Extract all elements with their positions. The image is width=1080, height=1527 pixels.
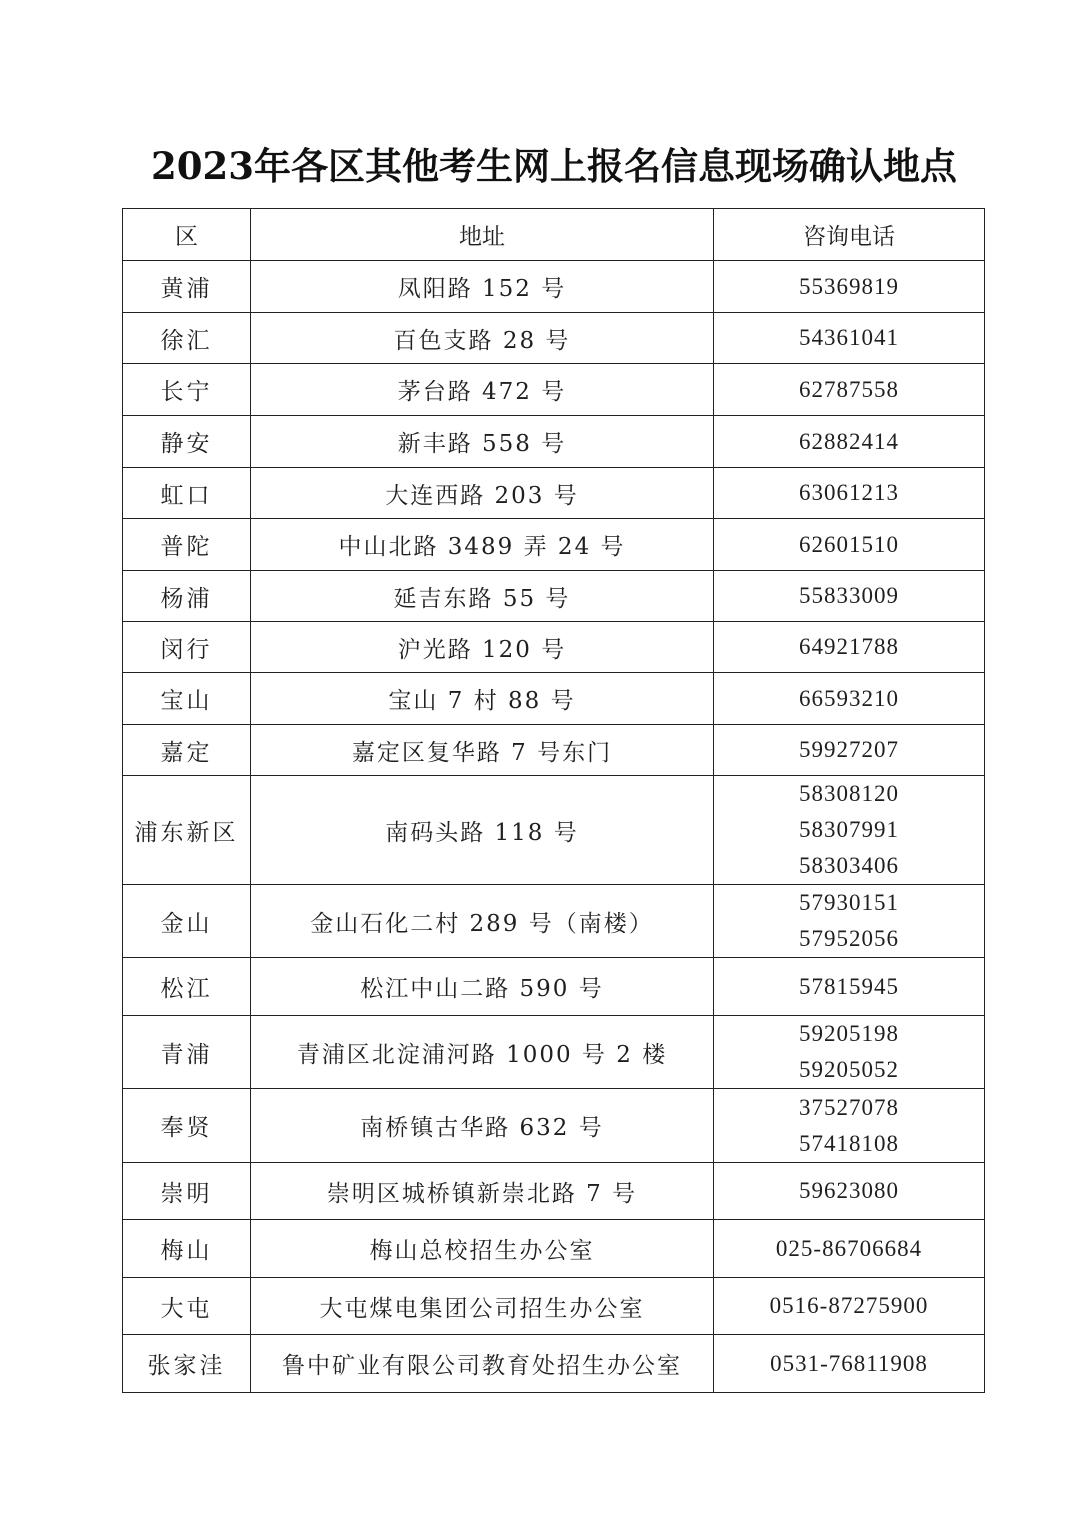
address-cell: 青浦区北淀浦河路 1000 号 2 楼 xyxy=(251,1016,714,1089)
phone-number: 57930151 xyxy=(799,890,899,915)
district-cell: 黄浦 xyxy=(123,261,251,313)
phone-number: 0531-76811908 xyxy=(770,1350,928,1376)
district-cell: 普陀 xyxy=(123,519,251,571)
table-row xyxy=(123,1089,985,1163)
phone-number: 57418108 xyxy=(799,1130,899,1156)
district-cell: 静安 xyxy=(123,416,251,468)
phone-cell xyxy=(714,1220,985,1278)
table-row xyxy=(123,673,985,725)
district-cell: 浦东新区 xyxy=(123,776,251,885)
phone-number: 58308120 xyxy=(799,781,899,806)
phone-cell xyxy=(714,885,985,958)
address-cell: 新丰路 558 号 xyxy=(251,416,714,468)
phone-cell xyxy=(714,364,985,416)
phone-cell xyxy=(714,313,985,364)
address-cell: 凤阳路 152 号 xyxy=(251,261,714,313)
phone-number: 58307991 xyxy=(799,817,899,842)
district-cell: 大屯 xyxy=(123,1278,251,1335)
district-cell: 虹口 xyxy=(123,468,251,519)
phone-cell xyxy=(714,468,985,519)
phone-cell xyxy=(714,519,985,571)
phone-number: 59623080 xyxy=(799,1178,899,1203)
district-cell: 梅山 xyxy=(123,1220,251,1278)
table-row xyxy=(123,1335,985,1393)
phone-number: 66593210 xyxy=(799,685,899,711)
phone-number: 64921788 xyxy=(799,634,899,659)
district-cell: 金山 xyxy=(123,885,251,958)
phone-cell xyxy=(714,1089,985,1163)
table-row xyxy=(123,261,985,313)
district-cell: 徐汇 xyxy=(123,313,251,364)
table-row xyxy=(123,1016,985,1089)
phone-number: 62787558 xyxy=(799,376,899,402)
table-row xyxy=(123,725,985,776)
phone-number: 63061213 xyxy=(799,480,899,505)
phone-number: 57815945 xyxy=(799,973,899,999)
address-cell: 大连西路 203 号 xyxy=(251,468,714,519)
district-cell: 嘉定 xyxy=(123,725,251,776)
district-cell: 杨浦 xyxy=(123,571,251,622)
address-cell: 百色支路 28 号 xyxy=(251,313,714,364)
table-row xyxy=(123,364,985,416)
address-cell: 松江中山二路 590 号 xyxy=(251,958,714,1016)
district-cell: 松江 xyxy=(123,958,251,1016)
phone-cell xyxy=(714,958,985,1016)
address-cell: 大屯煤电集团公司招生办公室 xyxy=(251,1278,714,1335)
phone-cell xyxy=(714,416,985,468)
district-cell: 奉贤 xyxy=(123,1089,251,1163)
address-cell: 延吉东路 55 号 xyxy=(251,571,714,622)
header-phone: 咨询电话 xyxy=(714,209,985,261)
address-cell: 南桥镇古华路 632 号 xyxy=(251,1089,714,1163)
address-cell: 嘉定区复华路 7 号东门 xyxy=(251,725,714,776)
address-cell: 崇明区城桥镇新崇北路 7 号 xyxy=(251,1163,714,1220)
confirmation-sites-table xyxy=(122,208,985,1393)
phone-number: 55833009 xyxy=(799,583,899,608)
phone-cell xyxy=(714,571,985,622)
address-cell: 中山北路 3489 弄 24 号 xyxy=(251,519,714,571)
phone-cell xyxy=(714,1016,985,1089)
phone-number: 58303406 xyxy=(799,853,899,878)
phone-number: 62601510 xyxy=(799,531,899,557)
address-cell: 金山石化二村 289 号（南楼） xyxy=(251,885,714,958)
table-header-row xyxy=(123,209,985,261)
district-cell: 长宁 xyxy=(123,364,251,416)
phone-number: 57952056 xyxy=(799,926,899,951)
table-row xyxy=(123,313,985,364)
table-row xyxy=(123,416,985,468)
address-cell: 宝山 7 村 88 号 xyxy=(251,673,714,725)
table-row xyxy=(123,622,985,673)
phone-number: 55369819 xyxy=(799,273,899,299)
phone-number: 59205052 xyxy=(799,1057,899,1082)
phone-cell xyxy=(714,673,985,725)
address-cell: 茅台路 472 号 xyxy=(251,364,714,416)
header-district: 区 xyxy=(123,209,251,261)
district-cell: 闵行 xyxy=(123,622,251,673)
phone-cell xyxy=(714,261,985,313)
table-row xyxy=(123,1163,985,1220)
phone-cell xyxy=(714,1335,985,1393)
phone-number: 37527078 xyxy=(799,1094,899,1120)
table-row xyxy=(123,776,985,885)
table-row xyxy=(123,958,985,1016)
phone-cell xyxy=(714,776,985,885)
table-row xyxy=(123,1278,985,1335)
address-cell: 沪光路 120 号 xyxy=(251,622,714,673)
district-cell: 青浦 xyxy=(123,1016,251,1089)
table-row xyxy=(123,519,985,571)
phone-cell xyxy=(714,1278,985,1335)
table-row xyxy=(123,468,985,519)
phone-number: 62882414 xyxy=(799,428,899,454)
phone-number: 025-86706684 xyxy=(775,1235,923,1261)
phone-cell xyxy=(714,725,985,776)
district-cell: 张家洼 xyxy=(123,1335,251,1393)
phone-cell xyxy=(714,1163,985,1220)
table-row xyxy=(123,885,985,958)
phone-cell xyxy=(714,622,985,673)
address-cell: 梅山总校招生办公室 xyxy=(251,1220,714,1278)
page-title: 2023年各区其他考生网上报名信息现场确认地点 xyxy=(151,144,957,188)
header-address: 地址 xyxy=(251,209,714,261)
phone-number: 54361041 xyxy=(799,325,899,350)
table-row xyxy=(123,1220,985,1278)
phone-number: 59927207 xyxy=(799,737,899,762)
table-row xyxy=(123,571,985,622)
phone-number: 59205198 xyxy=(799,1021,899,1046)
phone-number: 0516-87275900 xyxy=(769,1293,929,1318)
address-cell: 鲁中矿业有限公司教育处招生办公室 xyxy=(251,1335,714,1393)
district-cell: 崇明 xyxy=(123,1163,251,1220)
address-cell: 南码头路 118 号 xyxy=(251,776,714,885)
district-cell: 宝山 xyxy=(123,673,251,725)
